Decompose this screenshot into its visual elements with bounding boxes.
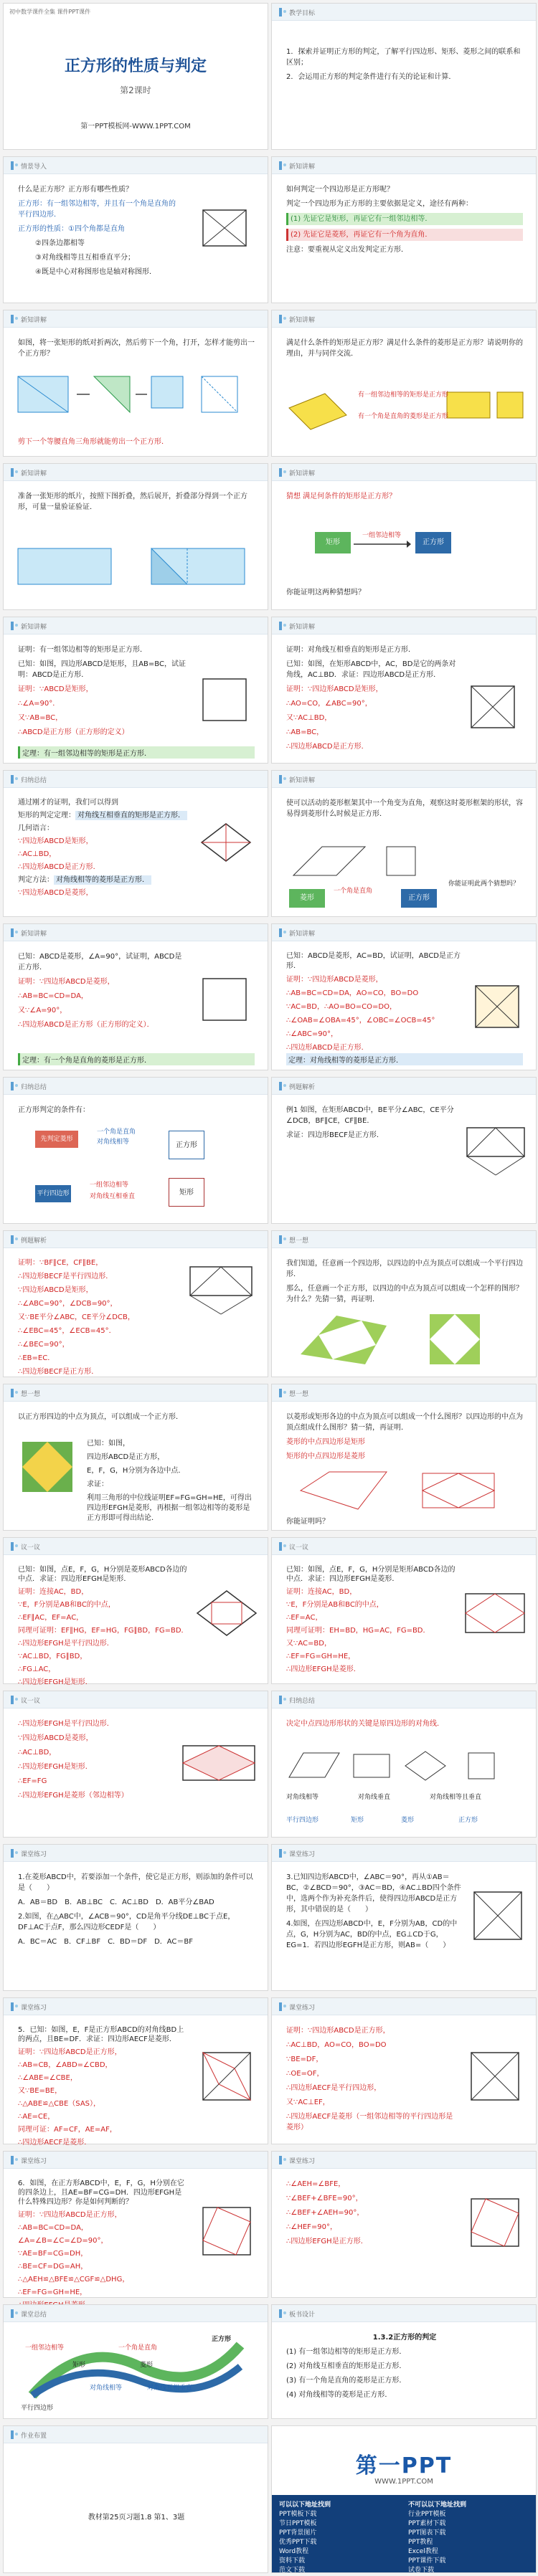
note-text: 注意：要重视从定义出发判定正方形． <box>286 246 408 254</box>
row-label-1: 对角线相等 <box>286 1794 319 1801</box>
slide-tag: 想一想 <box>21 1391 41 1398</box>
slide-tag: 想一想 <box>289 1391 309 1398</box>
summary-heading: 通过刚才的证明，我们可以得到 <box>18 799 118 807</box>
flow-label-a: 一组邻边相等 <box>25 2344 65 2352</box>
goal: 求证： <box>87 1481 108 1488</box>
slide-tag: 课堂练习 <box>289 2005 316 2012</box>
proof-line-3: 又∵AC⊥BD， <box>286 714 332 722</box>
slide-tag: 例题解析 <box>21 1237 47 1245</box>
page-subtitle: 第2课时 <box>120 85 151 95</box>
link-item[interactable]: PPT教程 <box>408 2539 433 2546</box>
slide-discuss-1[interactable] <box>3 1537 268 1684</box>
proof-line-5: ∴四边形AECF是平行四边形， <box>286 2084 382 2092</box>
proof-line-2: ∴AB=BC=CD=DA， <box>18 2224 88 2232</box>
proof-line-4: 同理可证明：EH=BD，HG=AC，FG=BD． <box>286 1627 430 1635</box>
result-1: 平行四边形 <box>286 1817 319 1824</box>
proof-line-7: ∴EF=FG=GH=HE， <box>18 2289 88 2296</box>
method-1: (1) 先证它是矩形，再证它有一组邻边相等． <box>286 213 523 225</box>
square-abcd-diagram <box>197 675 255 725</box>
theorem-text: 定理：有一组邻边相等的矩形是正方形． <box>18 746 255 759</box>
question-1: 1.在菱形ABCD中，若要添加一个条件，使它是正方形，则添加的条件可以是（ ） <box>18 1873 253 1892</box>
think-text: 以正方形四边的中点为顶点，可以组成一个正方形． <box>18 1413 183 1421</box>
proof-line-5: 又∵AC=BD， <box>286 1640 331 1648</box>
slide-paper-fold[interactable] <box>3 310 268 457</box>
arrow-icon <box>354 538 411 553</box>
proof-line-3: ∠A=∠B=∠C=∠D=90°， <box>18 2237 108 2245</box>
node-rhombus: 菱形 <box>289 889 325 908</box>
proof-line-3: ∴∠ABE=∠CBE， <box>18 2074 77 2082</box>
proof-line-2: ∴AB=BC=CD=DA， <box>18 992 88 1000</box>
proof-line-4: ∴ABCD是正方形（正方形的定义） <box>18 728 129 736</box>
midpoint-quad-diagram <box>293 1311 509 1369</box>
slide-practice-4[interactable] <box>271 1997 537 2144</box>
proof-line-3: ∴AC⊥BD， <box>18 1749 57 1757</box>
geo-line-3: ∴四边形ABCD是正方形． <box>18 863 100 871</box>
given-3: E，F，G，H分别为各边中点． <box>87 1467 186 1475</box>
flow-node-e: 矩形 <box>72 2362 86 2369</box>
flow-label-c: 对角线相等 <box>90 2385 123 2392</box>
node-rectangle: 矩形 <box>315 532 351 553</box>
proof-line-1: ∴∠AEH=∠BFE， <box>286 2180 346 2188</box>
property-3: ③对角线相等且互相垂直平分； <box>35 254 135 262</box>
question-4: 4.如图，在四边形ABCD中，E，F分别为AB，CD的中点，G，H分别为AC，BD的中点，EG⊥CD于G，EG=1．若四边形EGFH是正方形，则AB=（ ） <box>286 1920 458 1949</box>
method-intro: 判定一个四边形为正方形的主要依据是定义，途径有两种： <box>286 200 473 208</box>
property-1: 正方形的性质：①四个角都是直角 <box>18 225 125 233</box>
label: 几何语言： <box>18 824 54 832</box>
square-midpoint-diagram <box>19 1439 77 1496</box>
square-diagonals-diagram <box>470 982 527 1032</box>
practice-square-diagram <box>470 1888 527 1945</box>
answer-2: 矩形的中点四边形是菱形 <box>286 1453 365 1460</box>
proof-line-5: ∴EF=FG <box>18 1777 47 1785</box>
proof-line-6: ∴EF=FG=GH=HE， <box>286 1653 356 1660</box>
fold-illustration <box>15 369 259 427</box>
result-4: 正方形 <box>458 1817 478 1824</box>
page-title: 正方形的性质与判定 <box>64 57 207 75</box>
slide-tag: 教学目标 <box>289 10 316 17</box>
proof-line-1: 证明：∵四边形ABCD是正方形， <box>18 2048 122 2056</box>
proof-line-3: ∵BE=DF， <box>286 2055 324 2063</box>
site-text: 第一PPT模板网-WWW.1PPT.COM <box>80 123 191 130</box>
proof-line-6: ∵AC⊥BD，FG∥BD， <box>18 1653 88 1660</box>
slide-tag: 课堂练习 <box>21 2158 47 2165</box>
proof-line-1: ∴四边形EFGH是平行四边形． <box>18 1720 114 1728</box>
answer-1: 有一组邻边相等的矩形是正方形 <box>358 391 449 399</box>
proof-line-2: ∴AB=CB，∠ABD=∠CBD， <box>18 2061 113 2069</box>
proof-line-7: 同理可证：AF=CF，AE=AF， <box>18 2126 117 2134</box>
question-6: 6．如图，在正方形ABCD中，E，F，G，H分别在它的四条边上，且AE=BF=CG=DH．四边形EFGH是什么特殊四边形？你是如何判断的？ <box>18 2180 184 2206</box>
property-2: ②四条边都相等 <box>35 239 85 247</box>
proof-line-8: ∴四边形EFGH是矩形． <box>18 1678 93 1686</box>
board-title: 1.3.2正方形的判定 <box>372 2334 437 2342</box>
hint: 利用三角形的中位线证明EF=FG=GH=HE，可得出四边形EFGH是菱形，再根据一组邻边相等的菱形是正方形即可得出结论． <box>87 1494 252 1522</box>
proof-line-1: 证明：∵ABCD是矩形， <box>18 685 93 693</box>
proof-line-7: ∴FG⊥AC， <box>18 1665 56 1673</box>
link-item[interactable]: Word教程 <box>279 2548 309 2555</box>
given-1: 已知：如图， <box>87 1440 130 1448</box>
slide-think-1[interactable] <box>271 1230 537 1377</box>
node-rhombus: 先判定菱形 <box>35 1131 78 1148</box>
given-2: 四边形ABCD是正方形， <box>87 1453 165 1461</box>
slide-tag: 新知讲解 <box>21 931 47 938</box>
square-ef-diagram <box>199 2048 256 2106</box>
given: 已知：ABCD是菱形，∠A=90°，试证明，ABCD是正方形． <box>18 953 182 971</box>
slide-tag: 课堂练习 <box>21 1851 47 1858</box>
slide-tag: 新知讲解 <box>289 777 316 784</box>
slide-summary-diagram[interactable] <box>3 1077 268 1224</box>
node-square: 正方形 <box>169 1131 204 1159</box>
question-3: 3.已知四边形ABCD中，∠ABC＝90°，再从①AB＝BC，②∠BCD＝90°，③AC＝BD，④AC⊥BD四个条件中，选两个作为补充条件后，使得四边形ABCD是正方形，其中错误的是（ ） <box>286 1873 461 1914</box>
proof-line-5: ∴△ABE≌△CBE（SAS）， <box>18 2100 101 2108</box>
proof-line-8: ∴EB=EC． <box>18 1354 55 1362</box>
proof-line-7: ∴四边形EFGH是菱形． <box>286 1665 361 1673</box>
proof-line-2: ∵E，F分别是AB和BC的中点， <box>286 1601 384 1609</box>
slide-tag: 想一想 <box>289 1237 309 1245</box>
slide-class-summary[interactable] <box>3 2304 268 2419</box>
given: 已知：如图，四边形ABCD是矩形，且AB=BC，试证明：ABCD是正方形． <box>18 660 186 679</box>
slide-summary-midpoint[interactable] <box>271 1691 537 1838</box>
think-text-2: 那么，任意画一个正方形，以四边的中点为顶点可以组成一个怎样的图形？为什么？先猜一猜，再证明． <box>286 1285 523 1303</box>
end-text: 你能证明吗？ <box>286 1518 329 1526</box>
proof-line-2: ∴AO=CO，∠ABC=90°， <box>286 700 372 708</box>
rectangle-midpoint-diagram <box>463 1588 527 1638</box>
slide-example-1[interactable] <box>271 1077 537 1224</box>
slide-footer[interactable] <box>271 2425 537 2573</box>
link-item[interactable]: PPT图表下载 <box>408 2529 446 2537</box>
proof-line-4: ∴∠OAB=∠OBA=45°，∠OBC=∠OCB=45° <box>286 1017 435 1025</box>
proof-line-6: ∴∠EBC=45°，∠ECB=45°． <box>18 1327 116 1335</box>
slide-tag: 课堂练习 <box>289 2158 316 2165</box>
proof-line-4: ∴∠ABC=90°，∠DCB=90°， <box>18 1300 118 1308</box>
slide-tag: 板书设计 <box>289 2311 316 2319</box>
slide-title[interactable] <box>3 3 268 150</box>
answer-text: 剪下一个等腰直角三角形就能剪出一个正方形． <box>18 438 169 446</box>
slide-tag: 议一议 <box>289 1544 309 1551</box>
question-text: 什么是正方形？正方形有哪些性质？ <box>18 186 133 194</box>
homework-text: 教材第25页习题1.8 第1、3题 <box>88 2514 185 2522</box>
proof-line-1: 证明：∵四边形ABCD是正方形， <box>286 2027 390 2035</box>
slide-homework[interactable] <box>3 2425 268 2573</box>
example-text: 例1 如图，在矩形ABCD中，BE平分∠ABC，CE平分∠DCB，BF∥CE，CF∥BE． <box>286 1106 454 1125</box>
proof-line-6: 又∵AC⊥EF， <box>286 2099 330 2106</box>
proof-line-4: ∵AE=BF=CG=DH， <box>18 2250 88 2258</box>
slide-tag: 课堂练习 <box>289 1851 316 1858</box>
example-goal: 求证：四边形BECF是正方形． <box>286 1131 384 1139</box>
link-item[interactable]: 资料下载 <box>279 2557 306 2565</box>
objective-2: 2．会运用正方形的判定条件进行有关的论证和计算． <box>286 73 456 81</box>
geo-line-1: ∵四边形ABCD是矩形， <box>18 837 93 845</box>
proof-line-1: 证明：连接AC，BD， <box>18 1588 89 1596</box>
node-rectangle: 矩形 <box>169 1178 204 1207</box>
slide-rhombus-frame[interactable] <box>271 770 537 917</box>
top-banner-text: 初中数学课件全集 课件PPT课件 <box>9 9 91 15</box>
guess-text: 猜想 满足何条件的矩形是正方形？ <box>286 493 397 500</box>
proof-line-3: ∴∠BEF+∠AEH=90°， <box>286 2209 364 2217</box>
proof-line-3: ∴EF=AC， <box>286 1614 323 1622</box>
link-item[interactable]: 优秀PPT下载 <box>279 2539 317 2546</box>
label: 判定方法： <box>18 876 54 884</box>
slide-practice-6[interactable] <box>271 2151 537 2298</box>
proof-line-5: ∴四边形ABCD是正方形． <box>286 743 369 751</box>
link-item[interactable]: 范文下载 <box>279 2567 306 2574</box>
statement: 证明：对角线互相垂直的矩形是正方形． <box>286 646 415 654</box>
theorem-text: 定理：有一个角是直角的菱形是正方形． <box>18 1053 255 1065</box>
label: 矩形的判定定理： <box>18 812 75 819</box>
proof-line-7: ∴∠BEC=90°， <box>18 1341 70 1349</box>
slide-tag: 议一议 <box>21 1544 41 1551</box>
row-label-3: 对角线相等且垂直 <box>430 1794 482 1801</box>
link-item[interactable]: PPT课件下载 <box>408 2557 446 2565</box>
end-text: 你能证明这两种猜想吗？ <box>286 589 365 597</box>
proof-line-6: ∴AE=CE， <box>18 2113 55 2121</box>
flow-node-g: 正方形 <box>212 2336 232 2343</box>
proof-line-9: ∴四边形BECF是正方形． <box>18 1368 99 1376</box>
board-line-3: (3) 有一个角是直角的菱形是正方形． <box>286 2377 407 2385</box>
slide-practice-1[interactable] <box>3 1844 268 1991</box>
slide-tag: 新知讲解 <box>289 163 316 171</box>
inscribed-square-diagram <box>199 2203 256 2261</box>
given: 已知：ABCD是菱形，AC=BD，试证明，ABCD是正方形． <box>286 952 461 970</box>
proof-line-1: 证明：连接AC，BD， <box>286 1588 357 1596</box>
think-text: 以菱形或矩形各边的中点为顶点可以组成一个什么图形？以四边形的中点为顶点组成什么图形？猜一猜，再证明． <box>286 1413 523 1432</box>
brand-url[interactable]: WWW.1PPT.COM <box>374 2478 433 2486</box>
given: 已知：如图，点E，F，G，H分别是矩形ABCD各边的中点．求证：四边形EFGH是菱形． <box>286 1566 456 1583</box>
proof-line-2: ∴AC⊥BD，AO=CO，BO=DO <box>286 2041 387 2049</box>
slide-tag: 情景导入 <box>21 163 47 171</box>
slide-proof-equal-diagonals[interactable] <box>271 923 537 1070</box>
geo-line-2: ∴AC⊥BD， <box>18 850 57 858</box>
frame-diagram <box>286 840 430 883</box>
summary-heading: 决定中点四边形形状的关键是原四边形的对角线． <box>286 1720 444 1728</box>
proof-line-2: ∵∠BEF+∠BFE=90°， <box>286 2195 363 2202</box>
inscribed-square-diagram <box>467 2195 524 2252</box>
proof-line-3: 又∵AB=BC， <box>18 714 63 722</box>
proof-line-4: ∴∠HEF=90°， <box>286 2223 338 2231</box>
board-line-2: (2) 对角线互相垂直的矩形是正方形． <box>286 2362 407 2370</box>
link-item[interactable]: PPT模板下载 <box>279 2511 317 2518</box>
slide-board[interactable] <box>271 2304 537 2419</box>
proof-line-6: ∴△AEH≌△BFE≌△CGF≌△DHG， <box>18 2276 130 2283</box>
square-diagram <box>199 207 256 250</box>
slide-tag: 例题解析 <box>289 1084 316 1091</box>
condition-label: 一个角是直角 <box>334 888 373 895</box>
slide-example-proof[interactable] <box>3 1230 268 1377</box>
slide-practice-3[interactable] <box>3 1997 268 2147</box>
proof-line-6: ∴四边形ABCD是正方形． <box>286 1044 369 1052</box>
theorem-2: 对角线相等的菱形是正方形． <box>54 875 151 885</box>
condition-label: 一组邻边相等 <box>362 532 402 539</box>
method-2: (2) 先证它是菱形，再证它有一个角为直角． <box>286 229 523 241</box>
slide-proof-adjacent[interactable] <box>3 617 268 764</box>
proof-line-1: 证明：∵四边形ABCD是矩形， <box>286 685 383 693</box>
proof-line-1: 证明：∵四边形ABCD是菱形， <box>286 976 383 984</box>
slide-tag: 课堂总结 <box>21 2311 47 2319</box>
geo-line-4: ∵四边形ABCD是菱形， <box>18 889 93 897</box>
proof-line-2: ∴∠A=90°． <box>18 700 60 708</box>
proof-line-5: 又∵BE平分∠ABC，CE平分∠DCB， <box>18 1313 135 1321</box>
slide-tag: 新知讲解 <box>289 470 316 477</box>
board-line-1: (1) 有一组邻边相等的矩形是正方形． <box>286 2348 407 2356</box>
slide-tag: 新知讲解 <box>289 317 316 324</box>
rectangle-example-diagram <box>186 1260 258 1317</box>
links-band <box>272 2495 536 2572</box>
statement: 证明：有一组邻边相等的矩形是正方形． <box>18 646 147 654</box>
shape-row-diagram <box>282 1749 526 1784</box>
links-column-1 <box>279 2501 406 2575</box>
board-line-4: (4) 对角线相等的菱形是正方形． <box>286 2391 392 2399</box>
link-item[interactable]: PPT背景图片 <box>279 2529 317 2537</box>
result-3: 菱形 <box>401 1817 415 1824</box>
instruction-text: 使可以活动的菱形框架其中一个角变为直角，观察这时菱形框架的形状，容易得到菱形什么时候是正方形． <box>286 799 523 818</box>
cond-2: 对角线相等 <box>97 1139 130 1146</box>
links-column-2 <box>408 2501 535 2575</box>
definition-text: 正方形：有一组邻边相等，并且有一个角是直角的平行四边形． <box>18 200 176 219</box>
proof-line-3: ∵四边形ABCD是矩形， <box>18 1286 93 1294</box>
proof-line-2: ∴AB=BC=CD=DA，AO=CO，BO=DO <box>286 989 419 997</box>
options-1: A．AB＝BD B．AB⊥BC C．AC⊥BD D．AB平分∠BAD <box>18 1898 214 1906</box>
proof-line-4: 又∵BE=BE， <box>18 2087 62 2095</box>
proof-line-2: ∵四边形ABCD是菱形， <box>18 1734 93 1742</box>
fold-rectangle-diagram <box>15 541 259 599</box>
slide-practice-2[interactable] <box>271 1844 537 1991</box>
question-text: 如何判定一个四边形是正方形呢？ <box>286 186 394 194</box>
proof-line-5: ∴四边形EFGH是正方形． <box>286 2238 368 2245</box>
question-text: 满足什么条件的矩形是正方形？满足什么条件的菱形是正方形？请说明你的理由，并与同伴交流． <box>286 339 523 358</box>
node-parallelogram: 平行四边形 <box>35 1185 71 1202</box>
proof-line-4: 同理可证明：EF∥HG，EF=HG，FG∥BD，FG=BD． <box>18 1627 189 1635</box>
proof-line-4: ∴四边形EFGH是矩形． <box>18 1763 93 1771</box>
link-item[interactable]: PPT素材下载 <box>408 2520 446 2527</box>
slide-judge-ways[interactable] <box>271 156 537 303</box>
slide-proof-right-angle[interactable] <box>3 923 268 1070</box>
proof-line-3: ∴EF∥AC，EF=AC， <box>18 1614 84 1622</box>
proof-line-5: ∴∠ABC=90°， <box>286 1030 338 1038</box>
slide-fold-rectangle[interactable] <box>3 463 268 610</box>
proof-line-3: ∵AC=BD，∴AO=BO=CO=DO， <box>286 1003 397 1011</box>
heading: 正方形判定的条件有： <box>18 1106 90 1114</box>
rhombus-diagram <box>197 821 255 864</box>
proof-line-1: 证明：∵四边形ABCD是菱形， <box>18 978 115 986</box>
cond-3: 一组邻边相等 <box>90 1182 129 1189</box>
proof-line-1: 证明：∵BF∥CE，CF∥BE， <box>18 1259 103 1267</box>
square-diagram <box>197 974 255 1025</box>
flow-node-h: 平行四边形 <box>21 2405 54 2412</box>
flow-label-b: 一个角是直角 <box>118 2344 158 2352</box>
slide-discuss-3[interactable] <box>3 1691 268 1838</box>
square-ef-diagram <box>467 2048 524 2106</box>
slide-tag: 新知讲解 <box>21 317 47 324</box>
link-item[interactable]: 试卷下载 <box>408 2567 435 2574</box>
cond-1: 一个角是直角 <box>97 1128 136 1136</box>
quad-midpoint-diagram <box>293 1469 509 1512</box>
proof-line-2: ∴四边形BECF是平行四边形． <box>18 1273 113 1280</box>
question-5: 5．已知：如图，E，F是正方形ABCD的对角线BD上的两点，且BE=DF．求证：四边形AECF是菱形． <box>18 2026 184 2043</box>
square-diagonals-diagram <box>466 682 523 732</box>
instruction-text: 如图，将一张矩形的纸对折两次，然后剪下一个角，打开，怎样才能剪出一个正方形？ <box>18 339 255 358</box>
link-item[interactable]: 行业PPT模板 <box>408 2511 446 2518</box>
options-2: A．BC＝AC B．CF⊥BF C．BD＝DF D．AC＝BF <box>18 1938 194 1946</box>
slide-discuss-2[interactable] <box>271 1537 537 1684</box>
node-square: 正方形 <box>415 532 451 553</box>
slide-summary-judge[interactable] <box>3 770 268 917</box>
slide-tag: 作业布置 <box>21 2433 47 2440</box>
link-item[interactable]: 节日PPT模板 <box>279 2520 317 2527</box>
slide-tag: 新知讲解 <box>21 624 47 631</box>
slide-tag: 归纳总结 <box>289 1698 316 1705</box>
proof-line-4: ∴四边形ABCD是正方形（正方形的定义）． <box>18 1021 154 1029</box>
slide-tag: 新知讲解 <box>21 470 47 477</box>
cond-4: 对角线互相垂直 <box>90 1193 136 1200</box>
proof-line-2: ∵E，F分别是AB和BC的中点， <box>18 1601 115 1609</box>
proof-line-3: 又∵∠A=90°， <box>18 1007 67 1014</box>
flow-node-f: 菱形 <box>140 2362 154 2369</box>
slide-tag: 归纳总结 <box>21 777 47 784</box>
slide-tag: 议一议 <box>21 1698 41 1705</box>
column-heading: 可以以下地址找到 <box>279 2501 331 2509</box>
objective-1: 1．探索并证明正方形的判定，了解平行四边形、矩形、菱形之间的联系和区别； <box>286 48 521 67</box>
slide-tag: 新知讲解 <box>289 931 316 938</box>
square-midpoint-diagram <box>180 1741 259 1784</box>
slide-tag: 新知讲解 <box>289 624 316 631</box>
slide-tag: 归纳总结 <box>21 1084 47 1091</box>
question-2: 2.如图，在△ABC中，∠ACB＝90°，CD是角平分线DE⊥BC于点E，DF⊥AC于点F，那么四边形CEDF是（ ） <box>18 1913 235 1931</box>
proof-line-7: ∴四边形AECF是菱形（一组邻边相等的平行四边形是菱形） <box>286 2113 453 2131</box>
proof-line-4: ∴AB=BC， <box>286 728 324 736</box>
proof-line-1: 证明：∵四边形ABCD是正方形， <box>18 2211 122 2219</box>
node-square: 正方形 <box>401 889 437 908</box>
slide-think-3[interactable] <box>271 1384 537 1531</box>
link-item[interactable]: Excel教程 <box>408 2548 438 2555</box>
answer-1: 菱形的中点四边形是矩形 <box>286 1438 365 1446</box>
result-2: 矩形 <box>351 1817 364 1824</box>
column-heading: 不可以以下地址找到 <box>408 2501 467 2509</box>
theorem-text: 定理：对角线相等的菱形是正方形． <box>286 1053 523 1065</box>
rectangle-example-diagram <box>463 1121 527 1178</box>
slide-objectives[interactable] <box>271 3 537 150</box>
slide-intro[interactable] <box>3 156 268 303</box>
brand-logo: 第一PPT <box>355 2453 453 2478</box>
given: 已知：如图，在矩形ABCD中，AC，BD是它的两条对角线，AC⊥BD．求证：四边形ABCD是正方形． <box>286 660 456 679</box>
slide-conditions[interactable] <box>271 310 537 457</box>
row-label-2: 对角线垂直 <box>358 1794 391 1801</box>
think-text-1: 我们知道，任意画一个四边形，以四边的中点为顶点可以组成一个平行四边形． <box>286 1260 523 1278</box>
instruction-text: 准备一张矩形的纸片，按照下图折叠，然后展开，折叠部分得到一个正方形，可量一量验证验证． <box>18 493 247 511</box>
proof-line-4: ∴OE=OF， <box>286 2070 324 2078</box>
theorem-1: 对角线互相垂直的矩形是正方形． <box>75 811 187 820</box>
slide-guess[interactable] <box>271 463 537 610</box>
slide-think-2[interactable] <box>3 1384 268 1531</box>
proof-line-5: ∴四边形EFGH是平行四边形． <box>18 1640 114 1648</box>
property-4: ④既是中心对称图形也是轴对称图形． <box>35 268 156 276</box>
rhombus-midpoint-diagram <box>194 1588 259 1638</box>
slide-practice-5[interactable] <box>3 2151 268 2298</box>
slide-proof-perpendicular[interactable] <box>271 617 537 764</box>
flow-label-d: 对角线互相垂直 <box>147 2385 193 2392</box>
end-text: 你能证明此两个猜想吗？ <box>448 880 520 888</box>
proof-line-8: ∴四边形AECF是菱形． <box>18 2139 92 2147</box>
proof-line-5: ∴BE=CF=DG=AH， <box>18 2263 88 2271</box>
answer-2: 有一个角是直角的菱形是正方形 <box>358 413 449 420</box>
slide-tag: 课堂练习 <box>21 2005 47 2012</box>
proof-line-6: ∴四边形EFGH是菱形（邻边相等） <box>18 1792 128 1800</box>
given: 已知：如图，点E，F，G，H分别是菱形ABCD各边的中点．求证：四边形EFGH是矩形． <box>18 1566 187 1583</box>
